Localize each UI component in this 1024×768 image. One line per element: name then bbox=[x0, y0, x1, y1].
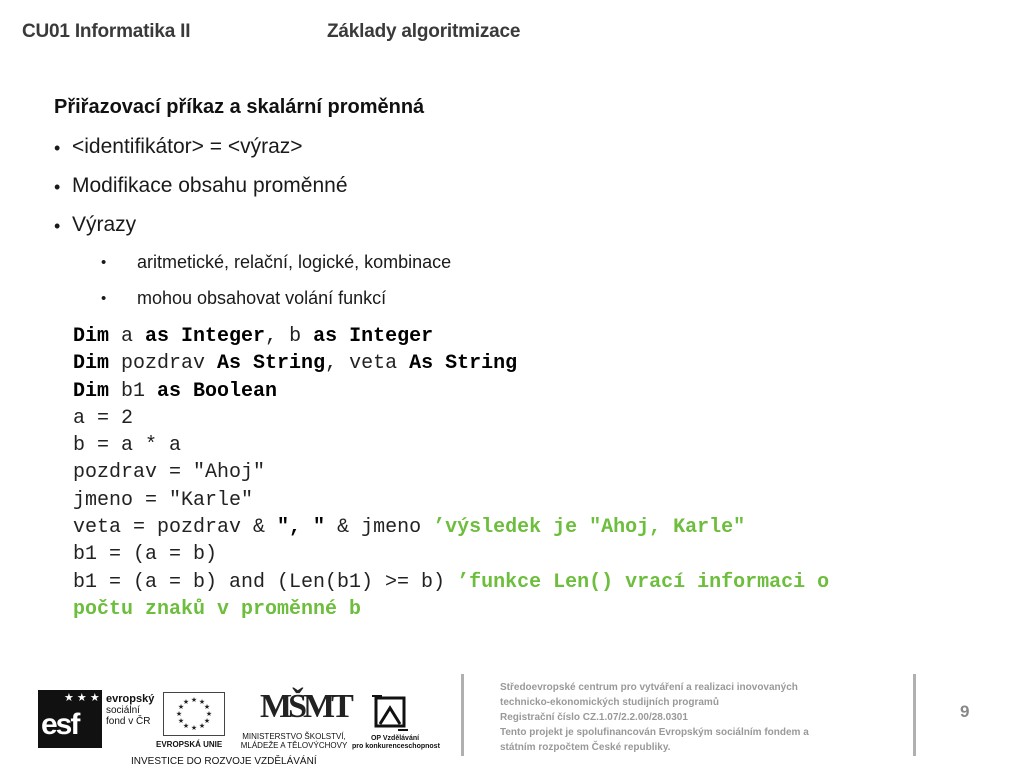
code-comment: počtu znaků v proměnné b bbox=[73, 597, 362, 621]
bullet-dot-icon: • bbox=[54, 216, 61, 236]
code-keyword: as Integer bbox=[145, 325, 266, 348]
svg-text:★: ★ bbox=[205, 710, 213, 718]
footer bbox=[0, 668, 1024, 768]
code-text: b1 = (a = b) bbox=[73, 543, 218, 567]
bullet-text: Modifikace obsahu proměnné bbox=[72, 174, 348, 197]
code-block bbox=[73, 323, 829, 623]
sub-bullet-text: mohou obsahovat volání funkcí bbox=[137, 288, 387, 308]
msmt-logo: MŠMT bbox=[260, 688, 350, 725]
code-text: jmeno = "Karle" bbox=[73, 488, 254, 512]
bullet-text: Výrazy bbox=[72, 213, 137, 236]
bullet-dot-icon: • bbox=[101, 290, 107, 307]
code-text: & jmeno bbox=[325, 516, 434, 540]
slide-title: Přiřazovací příkaz a skalární proměnná bbox=[54, 96, 425, 118]
svg-text:★: ★ bbox=[182, 722, 190, 730]
code-keyword: as Boolean bbox=[157, 379, 278, 403]
bullet-item bbox=[54, 174, 451, 213]
svg-text:★: ★ bbox=[177, 717, 185, 725]
code-keyword: As String bbox=[217, 352, 326, 376]
op-label: OP Vzdělávání pro konkurenceschopnost bbox=[352, 735, 440, 750]
sub-bullet-item bbox=[54, 288, 451, 324]
code-keyword: ", " bbox=[277, 516, 326, 540]
footer-text bbox=[500, 680, 900, 755]
code-line bbox=[73, 459, 829, 486]
logo-strip bbox=[38, 678, 448, 768]
footer-line: technicko-ekonomických studijních programů bbox=[500, 697, 719, 708]
esf-label bbox=[106, 694, 154, 727]
footer-line: Tento projekt je spolufinancován Evropským sociálním fondem a bbox=[500, 727, 809, 738]
code-keyword: as Integer bbox=[313, 325, 434, 348]
code-line bbox=[73, 541, 829, 568]
footer-line: Registrační číslo CZ.1.07/2.2.00/28.0301 bbox=[500, 712, 688, 723]
svg-text:★: ★ bbox=[198, 698, 206, 706]
code-line bbox=[73, 323, 829, 350]
bullet-list bbox=[54, 135, 451, 324]
bullet-dot-icon: • bbox=[54, 177, 61, 197]
eu-label: EVROPSKÁ UNIE bbox=[156, 740, 223, 749]
svg-text:★: ★ bbox=[198, 722, 206, 730]
code-keyword: Dim bbox=[73, 379, 110, 403]
investice-label: INVESTICE DO ROZVOJE VZDĚLÁVÁNÍ bbox=[131, 756, 317, 767]
sub-bullet-text: aritmetické, relační, logické, kombinace bbox=[137, 252, 452, 272]
eu-flag-icon bbox=[163, 692, 225, 736]
svg-text:★: ★ bbox=[203, 703, 211, 711]
op-logo-icon bbox=[370, 694, 410, 732]
svg-text:★: ★ bbox=[190, 696, 198, 704]
bullet-text: <identifikátor> = <výraz> bbox=[72, 135, 303, 158]
msmt-label: MINISTERSTVO ŠKOLSTVÍ, MLÁDEŽE A TĚLOVÝCHOVY bbox=[240, 732, 348, 750]
footer-line: Středoevropské centrum pro vytváření a realizaci inovovaných bbox=[500, 682, 798, 693]
code-line bbox=[73, 378, 829, 405]
code-line bbox=[73, 514, 829, 541]
divider bbox=[913, 674, 916, 756]
sub-bullet-item bbox=[54, 252, 451, 288]
code-line bbox=[73, 405, 829, 432]
bullet-dot-icon: • bbox=[101, 254, 107, 271]
code-text: pozdrav bbox=[109, 352, 218, 376]
code-text: b1 bbox=[109, 379, 158, 403]
divider bbox=[461, 674, 464, 756]
bullet-dot-icon: • bbox=[54, 138, 61, 158]
code-text: veta = pozdrav & bbox=[73, 516, 278, 540]
code-text: a = 2 bbox=[73, 406, 134, 430]
esf-logo bbox=[38, 690, 102, 748]
svg-text:★: ★ bbox=[190, 724, 198, 732]
bullet-item bbox=[54, 135, 451, 174]
code-line bbox=[73, 487, 829, 514]
esf-label-bold: evropský bbox=[106, 693, 155, 705]
svg-text:★: ★ bbox=[182, 698, 190, 706]
code-line bbox=[73, 596, 829, 623]
code-line bbox=[73, 350, 829, 377]
code-keyword: Dim bbox=[73, 352, 110, 376]
topic-header: Základy algoritmizace bbox=[327, 21, 521, 42]
code-text: b1 = (a = b) and (Len(b1) >= b) bbox=[73, 570, 458, 594]
stars-icon: ★ ★ ★ bbox=[64, 692, 100, 704]
code-comment: ’funkce Len() vrací informaci o bbox=[457, 570, 830, 594]
esf-label-rest: sociální fond v ČR bbox=[106, 705, 151, 727]
bullet-item bbox=[54, 213, 451, 252]
code-comment: ’výsledek je "Ahoj, Karle" bbox=[433, 516, 746, 540]
code-text: , b bbox=[265, 325, 314, 348]
esf-logo-text: esf bbox=[41, 708, 79, 741]
code-line bbox=[73, 432, 829, 459]
code-text: , veta bbox=[325, 352, 410, 376]
footer-line: státním rozpočtem České republiky. bbox=[500, 742, 671, 753]
page-number: 9 bbox=[960, 702, 970, 721]
code-line bbox=[73, 569, 829, 596]
code-keyword: As String bbox=[409, 352, 518, 376]
code-text: a bbox=[109, 325, 146, 348]
code-text: pozdrav = "Ahoj" bbox=[73, 461, 266, 485]
svg-text:★: ★ bbox=[177, 703, 185, 711]
code-keyword: Dim bbox=[73, 325, 110, 348]
svg-text:★: ★ bbox=[175, 710, 183, 718]
code-text: b = a * a bbox=[73, 434, 182, 458]
svg-text:★: ★ bbox=[203, 717, 211, 725]
course-header: CU01 Informatika II bbox=[22, 21, 191, 42]
